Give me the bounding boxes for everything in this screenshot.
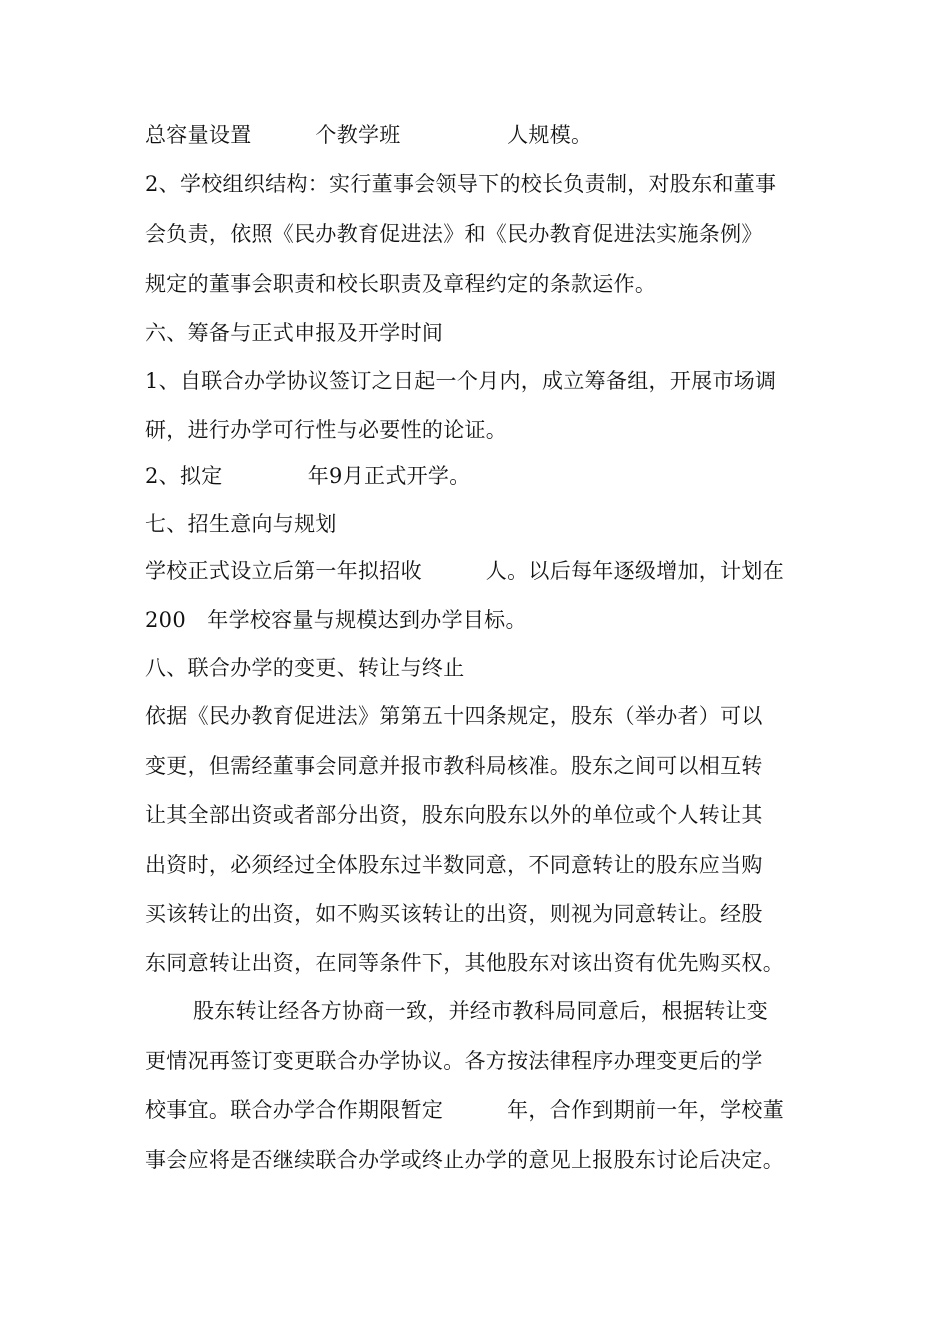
text-line: 规定的董事会职责和校长职责及章程约定的条款运作。 [145,272,657,296]
text-line: 事会应将是否继续联合办学或终止办学的意见上报股东讨论后决定。 [145,1148,784,1172]
text-line: 让其全部出资或者部分出资，股东向股东以外的单位或个人转让其 [145,803,763,827]
text-line: 2、拟定 年9月正式开学。 [145,464,471,488]
text-line: 200 年学校容量与规模达到办学目标。 [145,608,527,632]
section-heading: 八、联合办学的变更、转让与终止 [145,656,465,680]
paragraph-first-line: 股东转让经各方协商一致，并经市教科局同意后，根据转让变 [193,999,769,1023]
text-line: 校事宜。联合办学合作期限暂定 年，合作到期前一年，学校董 [145,1098,784,1122]
text-line: 1、自联合办学协议签订之日起一个月内，成立筹备组，开展市场调 [145,369,777,393]
text-line: 2、学校组织结构：实行董事会领导下的校长负责制，对股东和董事 [145,172,777,196]
text-line: 会负责，依照《民办教育促进法》和《民办教育促进法实施条例》 [145,222,763,246]
text-line: 变更，但需经董事会同意并报市教科局核准。股东之间可以相互转 [145,754,763,778]
section-heading: 七、招生意向与规划 [145,512,337,536]
text-line: 学校正式设立后第一年拟招收 人。以后每年逐级增加，计划在 [145,559,784,583]
section-heading: 六、筹备与正式申报及开学时间 [145,321,444,345]
text-line: 研，进行办学可行性与必要性的论证。 [145,418,508,442]
text-line: 总容量设置 个教学班 人规模。 [145,123,593,147]
text-line: 东同意转让出资，在同等条件下，其他股东对该出资有优先购买权。 [145,951,784,975]
text-line: 更情况再签订变更联合办学协议。各方按法律程序办理变更后的学 [145,1049,763,1073]
text-line: 买该转让的出资，如不购买该转让的出资，则视为同意转让。经股 [145,902,763,926]
text-line: 依据《民办教育促进法》第第五十四条规定，股东（举办者）可以 [145,704,763,728]
text-line: 出资时，必须经过全体股东过半数同意，不同意转让的股东应当购 [145,853,763,877]
